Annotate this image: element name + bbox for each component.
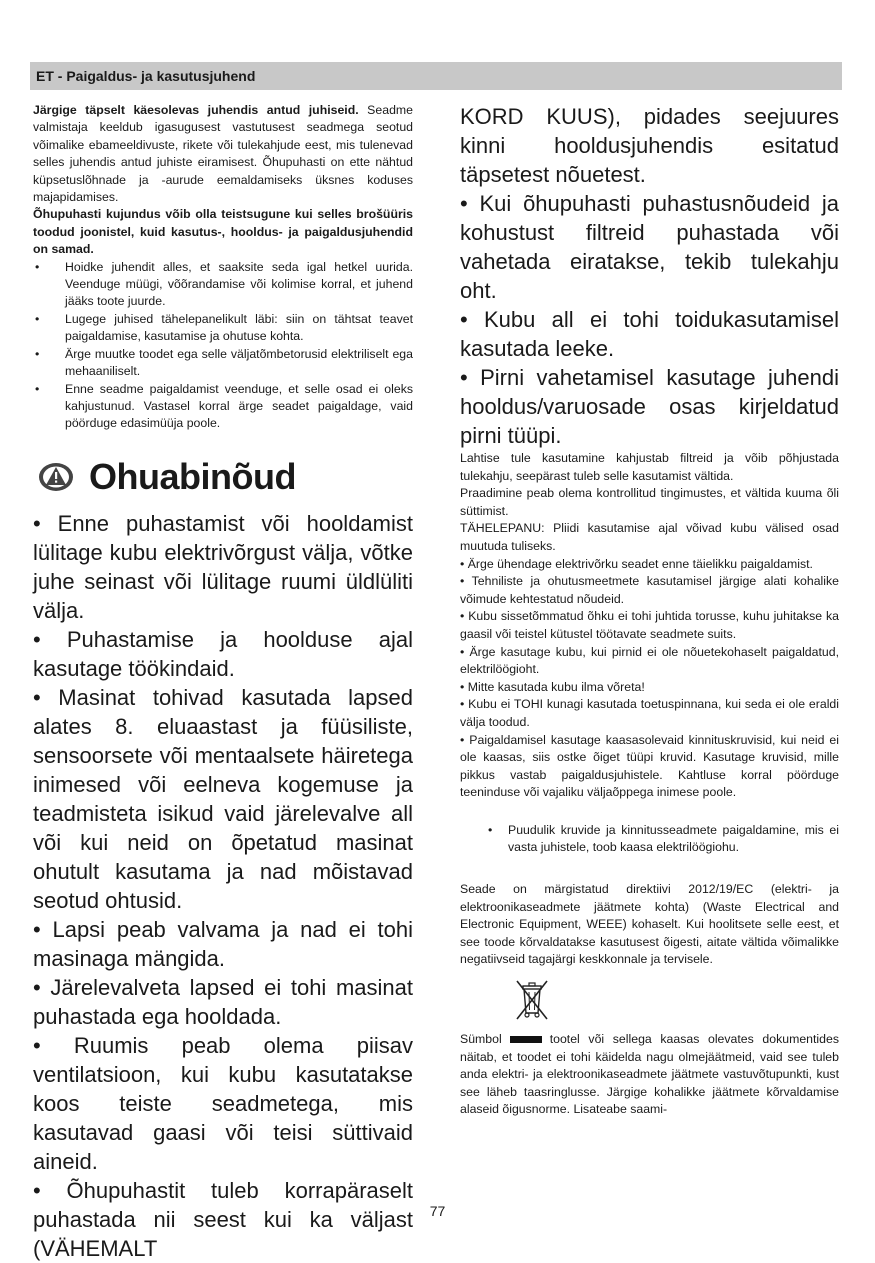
warning-item: • Mitte kasutada kubu ilma võreta!: [460, 679, 645, 694]
symbol-prefix: Sümbol: [460, 1032, 502, 1047]
safety-item: • Kui õhupuhasti puhastusnõudeid ja kohustust filtreid puhastada või vahetada eiratakse, tekib tulekahju oht.: [460, 191, 839, 303]
intro-bold: Järgige täpselt käesolevas juhendis antud juhiseid.: [33, 103, 359, 117]
warning-item: • Ärge kasutage kubu, kui pirnid ei ole nõuetekohaselt paigaldatud, elektrilöögioht.: [460, 644, 839, 677]
warning-item: • Kubu sissetõmmatud õhku ei tohi juhtida torusse, kuhu juhitakse ka gaasil või teistel kütustel töötavate seadmete suits.: [460, 609, 839, 641]
safety-item: • Lapsi peab valvama ja nad ei tohi masinaga mängida.: [33, 916, 413, 971]
safety-item: • Masinat tohivad kasutada lapsed alates 8. eluaastast ja füüsiliste, sensoorsete või mentaalsete häiretega inimesed või eelneva kogemuse ja teadmisteta isikud vaid järelevalve all või kui neid on õpetatud masinat ohutult kasutama ja nad mõistavad seotud ohtusid.: [33, 684, 413, 913]
warning-item: • Paigaldamisel kasutage kaasasolevaid kinnituskruvisid, kui neid ei ole kaasas, siis ostke õiget tüüpi kruvid. Kasutage kruvisid, mille pikkus vastab paigaldusjuhistele. Kahtluse korral pöörduge teeninduse või vajaliku väljaõppega inimese poole.: [460, 732, 839, 800]
section-header-bar: [30, 62, 842, 90]
bullet-dot: •: [35, 311, 40, 326]
safety-item: KORD KUUS), pidades seejuures kinni hooldusjuhendis esitatud täpsetest nõuetest.: [460, 104, 839, 187]
list-item: • Lugege juhised tähelepanelikult läbi: siin on tähtsat teavet paigaldamise, kasutamise ja ohutuse kohta.: [35, 311, 413, 344]
list-item: • Hoidke juhendit alles, et saaksite seda igal hetkel uurida. Veenduge müügi, võõrandamise või kolimise korral, et juhend jääks toote juurde.: [35, 259, 413, 309]
warning-item: • Ärge ühendage elektrivõrku seadet enne täielikku paigaldamist.: [460, 556, 813, 571]
warning-item: • Kubu ei TOHI kunagi kasutada toetuspinnana, kui seda ei ole eraldi välja toodud.: [460, 697, 839, 729]
symbol-rest: tootel või sellega kaasas olevates dokumentides näitab, et toodet ei tohi käidelda nagu olmejäätmeid, vaid see tuleb anda elektri- ja elektroonikaseadmete jäätmete vastuvõtupunkti, kust see läheb taasringlusse. Järgige kohalikke jäätmete kõrvaldamise alaseid õigusnorme. Lisateabe saami-: [460, 1032, 839, 1117]
safety-item: • Ruumis peab olema piisav ventilatsioon, kui kubu kasutatakse koos teiste seadmetega, mis kasutavad gaasi või teisi süttivaid aineid.: [33, 1032, 413, 1174]
list-item: • Puudulik kruvide ja kinnitusseadmete paigaldamine, mis ei vasta juhistele, toob kaasa elektrilöögiohu.: [488, 822, 839, 855]
bullet-dot: •: [35, 346, 40, 361]
safety-heading: [33, 455, 413, 499]
weee-paragraph: Seade on märgistatud direktiivi 2012/19/EC (elektri- ja elektroonikaseadmete jäätmete kohta) (Waste Electrical and Electronic Equipment, WEEE) kohaselt. Kui hoolitsete selle eest, et see toode kõrvaldatakse kasutusest õigesti, aitate vältida võimalikke negatiivseid tagajärgi keskkonnale ja tervisele.: [460, 882, 839, 967]
warning-item: • Tehniliste ja ohutusmeetmete kasutamisel järgige alati kohalike võimude kehtestatud nõudeid.: [460, 574, 839, 606]
safety-item: • Õhupuhastit tuleb korrapäraselt puhastada nii seest kui ka väljast (VÄHEMALT: [33, 1177, 413, 1261]
safety-item: • Puhastamise ja hoolduse ajal kasutage töökindaid.: [33, 626, 413, 681]
safety-item: • Pirni vahetamisel kasutage juhendi hooldus/varuosade osas kirjeldatud pirni tüüpi.: [460, 365, 839, 448]
bullet-dot: •: [35, 259, 40, 274]
instructions-list: [33, 259, 413, 433]
warning-paragraph: Lahtise tule kasutamine kahjustab filtreid ja võib põhjustada tulekahju, seepärast tuleb selle kasutamist vältida.: [460, 451, 839, 483]
safety-item: • Järelevalveta lapsed ei tohi masinat puhastada ega hooldada.: [33, 974, 413, 1029]
warning-paragraph: Praadimine peab olema kontrollitud tingimustes, et vältida kuuma õli süttimist.: [460, 486, 839, 518]
screw-warning-list: [460, 822, 839, 857]
page-number: 77: [429, 1203, 446, 1219]
section-title: Ohuabinõud: [89, 455, 296, 497]
crossed-out-bin-icon: [512, 977, 552, 1023]
list-item: • Ärge muutke toodet ega selle väljatõmbetorusid elektriliselt ega mehaaniliselt.: [35, 346, 413, 379]
bullet-dot: •: [35, 381, 40, 396]
warning-icon: [37, 460, 75, 494]
warning-paragraph: TÄHELEPANU: Pliidi kasutamise ajal võivad kubu välised osad muutuda tuliseks.: [460, 521, 839, 553]
section-header-title: ET - Paigaldus- ja kasutusjuhend: [36, 68, 256, 84]
list-item: • Enne seadme paigaldamist veenduge, et selle osad ei oleks kahjustunud. Vastasel korral ärge seadet paigaldage, vaid pöörduge edasimüüja poole.: [35, 381, 413, 431]
bullet-dot: •: [488, 822, 493, 837]
symbol-paragraph: [460, 1031, 839, 1119]
left-column: [33, 102, 413, 1263]
design-note: Õhupuhasti kujundus võib olla teistsugune kui selles brošüüris toodud joonistel, kuid kasutus-, hooldus- ja paigaldusjuhendid on samad.: [33, 207, 413, 257]
safety-item: • Enne puhastamist või hooldamist lülitage kubu elektrivõrgust välja, võtke juhe seinast või lülitage ruumi üldlüliti välja.: [33, 510, 413, 623]
intro-rest: Seadme valmistaja keeldub igasugusest vastutusest seadmega seotud võimalike ebameeldivuste, rikete või tulekahjude eest, mis tulenevad selles juhendis antud juhiste eiramisest. Õhupuhasti on ette nähtud küpsetuslõhnade ja -aurude eemaldamiseks üksnes koduses majapidamises.: [33, 103, 413, 205]
black-bar-icon: [510, 1036, 542, 1043]
safety-item: • Kubu all ei tohi toidukasutamisel kasutada leeke.: [460, 307, 839, 361]
weee-symbol-area: [460, 975, 839, 1031]
intro-paragraph: [33, 102, 413, 206]
right-column: [460, 102, 839, 1119]
